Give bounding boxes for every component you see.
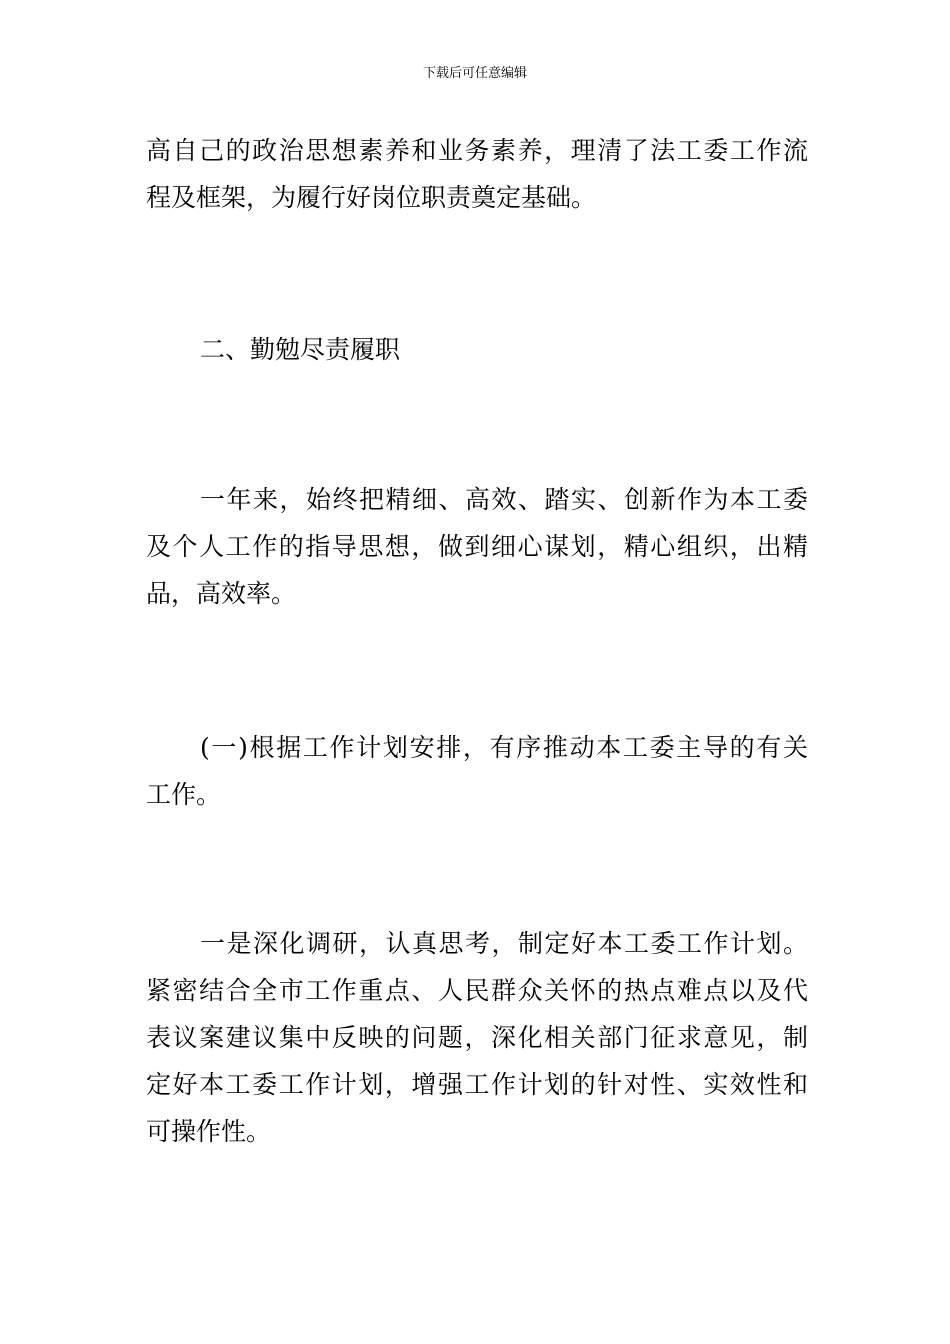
- text-line: 定好本工委工作计划，增强工作计划的针对性、实效性和: [146, 1070, 808, 1099]
- paragraph-3-container: [146, 476, 808, 617]
- text-line: 品，高效率。: [146, 579, 297, 608]
- text-line: 高自己的政治思想素养和业务素养，理清了法工委工作流: [146, 136, 808, 165]
- text-line: 可操作性。: [146, 1117, 272, 1146]
- paragraph-4: [146, 724, 808, 818]
- text-line: 紧密结合全市工作重点、人民群众关怀的热点难点以及代: [146, 976, 808, 1005]
- page-header: 下载后可任意编辑: [422, 66, 527, 81]
- paragraph-1: [146, 127, 808, 221]
- paragraph-5-container: [146, 920, 808, 1155]
- text-line: 及个人工作的指导思想，做到细心谋划，精心组织，出精: [146, 532, 808, 561]
- document-body: [146, 127, 808, 221]
- text-line: 一是深化调研，认真思考，制定好本工委工作计划。: [200, 929, 808, 958]
- paragraph-3: [146, 476, 808, 617]
- text-line: 一年来，始终把精细、高效、踏实、创新作为本工委: [200, 485, 808, 514]
- text-line: 二、勤勉尽责履职: [200, 335, 401, 364]
- section-heading-container: [146, 326, 808, 373]
- paragraph-5: [146, 920, 808, 1155]
- text-line: 程及框架，为履行好岗位职责奠定基础。: [146, 183, 597, 212]
- text-line: (一)根据工作计划安排，有序推动本工委主导的有关: [200, 733, 808, 762]
- text-line: 表议案建议集中反映的问题，深化相关部门征求意见，制: [146, 1023, 808, 1052]
- section-heading: [146, 326, 808, 373]
- paragraph-4-container: [146, 724, 808, 818]
- text-line: 工作。: [146, 780, 222, 809]
